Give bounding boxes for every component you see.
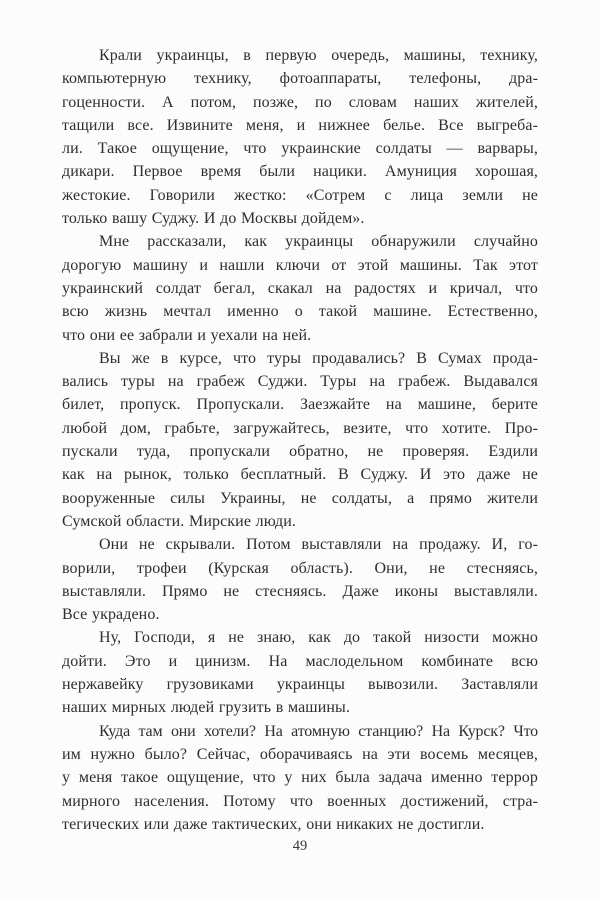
text-line: наших мирных людей грузить в машины.: [62, 699, 350, 717]
text-line: как на рынок, только бесплатный. В Суджу. И это даже не: [62, 466, 538, 484]
text-line: дорогую машину и нашли ключи от этой машины. Так этот: [62, 256, 538, 274]
paragraph: [62, 230, 538, 346]
text-line: украинский солдат бегал, скакал на радостях и кричал, что: [62, 279, 538, 297]
text-line: вооруженные силы Украины, не солдаты, а прямо жители: [62, 489, 538, 507]
text-line: дикари. Первое время были нацики. Амуниция хорошая,: [62, 163, 538, 181]
text-line: Крали украинцы, в первую очередь, машины, технику,: [99, 47, 538, 64]
text-line: жестокие. Говорили жестко: «Сотрем с лица земли не: [62, 186, 538, 204]
text-line: только вашу Суджу. И до Москвы дойдем».: [62, 210, 365, 228]
text-line: что они ее забрали и уехали на ней.: [62, 326, 312, 344]
page-text: [62, 44, 538, 836]
text-line: ворили, трофеи (Курская область). Они, не стесняясь,: [62, 559, 538, 577]
text-line: пускали туда, пропускали обратно, не проверяя. Ездили: [62, 443, 538, 461]
text-line: любой дом, грабьте, загружайтесь, везите, что хотите. Про-: [62, 419, 538, 437]
text-line: Все украдено.: [62, 606, 160, 624]
text-line: гоценности. А потом, позже, по словам наших жителей,: [62, 93, 538, 111]
text-line: тегических или даже тактических, они никаких не достигли.: [62, 815, 485, 833]
text-line: им нужно было? Сейчас, оборачиваясь на эти восемь месяцев,: [62, 745, 538, 763]
paragraph: [62, 533, 538, 626]
text-line: ли. Такое ощущение, что украинские солдаты — варвары,: [62, 140, 538, 158]
text-line: выставляли. Прямо не стесняясь. Даже иконы выставляли.: [62, 582, 538, 600]
text-line: Куда там они хотели? На атомную станцию? На Курск? Что: [99, 722, 538, 740]
text-line: компьютерную технику, фотоаппараты, телефоны, дра-: [62, 70, 538, 88]
text-line: нержавейку грузовиками украинцы вывозили. Заставляли: [62, 676, 538, 694]
text-line: мирного населения. Потому что военных достижений, стра-: [62, 792, 538, 810]
paragraph: [62, 44, 538, 230]
text-line: билет, пропуск. Пропускали. Заезжайте на машине, берите: [62, 396, 538, 414]
page-number: 49: [292, 838, 308, 854]
text-line: Ну, Господи, я не знаю, как до такой низости можно: [99, 629, 538, 647]
text-line: Вы же в курсе, что туры продавались? В Сумах прода-: [99, 349, 538, 367]
text-line: Сумской области. Мирские люди.: [62, 512, 296, 530]
text-line: вались туры на грабеж Суджи. Туры на грабеж. Выдавался: [62, 373, 538, 391]
text-line: дойти. Это и цинизм. На маслодельном комбинате всю: [62, 652, 538, 670]
text-line: Они не скрывали. Потом выставляли на продажу. И, го-: [99, 536, 538, 554]
text-line: у меня такое ощущение, что у них была задача именно террор: [62, 769, 538, 787]
text-line: тащили все. Извините меня, и нижнее белье. Все выгреба-: [62, 116, 538, 134]
text-line: Мне рассказали, как украинцы обнаружили случайно: [99, 233, 538, 251]
paragraph: [62, 626, 538, 719]
paragraph: [62, 347, 538, 533]
text-line: всю жизнь мечтал именно о такой машине. Естественно,: [62, 303, 538, 321]
paragraph: [62, 720, 538, 836]
